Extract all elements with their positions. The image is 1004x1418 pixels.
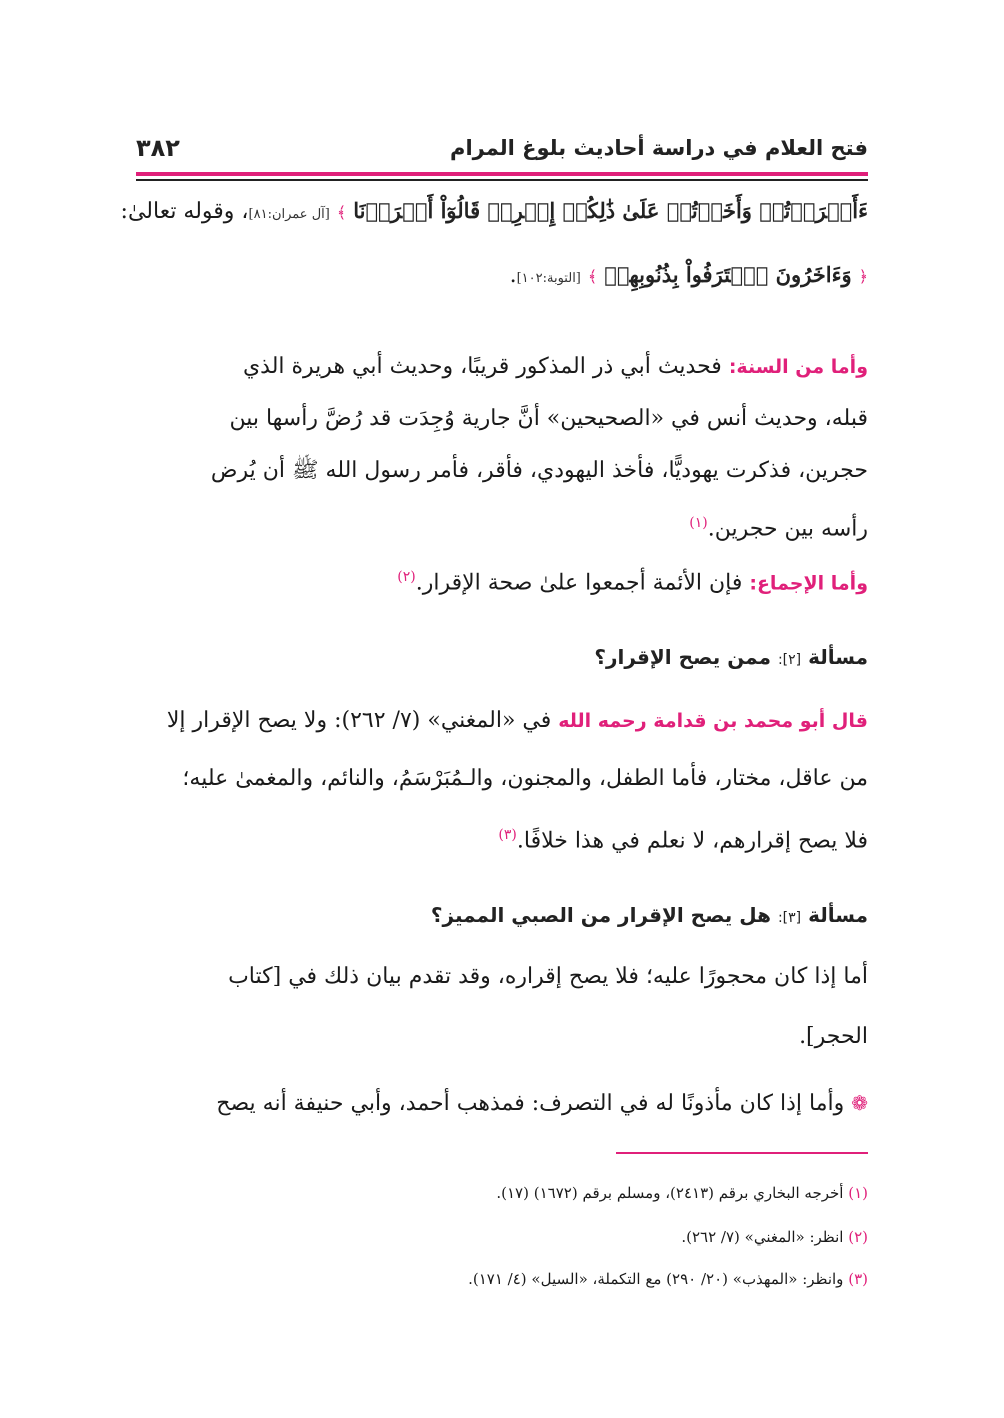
quran-reference-2: [التوبة:١٠٢]	[516, 271, 581, 286]
ibn-qudama-text-3: فلا يصح إقرارهم، لا نعلم في هذا خلافًا.	[516, 828, 868, 854]
header-rule-accent	[136, 172, 868, 176]
ornament-close-bracket: ﴾	[587, 267, 598, 286]
footnote-text: وانظر: «المهذب» (٢٠/ ٢٩٠) مع التكملة، «السيل» (٤/ ١٧١).	[468, 1270, 844, 1288]
sunnah-line-2: قبله، وحديث أنس في «الصحيحين» أنَّ جارية وُجِدَت قد رُضَّ رأسها بين	[229, 406, 868, 431]
mahjur-line-2: الحجر].	[799, 1024, 868, 1049]
ibn-qudama-text-1: في «المغني» (٧/ ٢٦٢): ولا يصح الإقرار إلا	[166, 708, 552, 733]
ijma-label: وأما الإجماع:	[749, 572, 868, 595]
masala-title: هل يصح الإقرار من الصبي المميز؟	[430, 903, 771, 927]
footnote-text: أخرجه البخاري برقم (٢٤١٣)، ومسلم برقم (١٦٧٢) (١٧).	[496, 1184, 844, 1202]
footnote-number: (٢)	[848, 1228, 868, 1246]
sunnah-line-4	[136, 508, 868, 544]
quran-verse-1: ءَأَقۡرَرۡتُمۡ وَأَخَذۡتُمۡ عَلَىٰ ذَٰلِكُمۡ إِصۡرِيۖ قَالُوٓاْ أَقۡرَرۡنَا	[353, 198, 868, 223]
quran-line-1-tail: ، وقوله تعالىٰ:	[120, 199, 249, 224]
masala-label: مسألة	[808, 903, 868, 927]
page-number: ٣٨٢	[136, 134, 180, 162]
footnote-marker: (٢)	[397, 569, 416, 585]
ibn-qudama-line-1	[168, 706, 868, 736]
footnote-1	[136, 1182, 868, 1204]
madhun-line-1	[168, 1088, 868, 1119]
ijma-text: فإن الأئمة أجمعوا علىٰ صحة الإقرار.	[415, 570, 743, 596]
masala-3-heading	[136, 900, 868, 933]
ibn-qudama-line-2: من عاقل، مختار، فأما الطفل، والمجنون، والـمُبَرْسَمُ، والنائم، والمغمىٰ عليه؛	[182, 766, 868, 791]
madhun-text-1: وأما إذا كان مأذونًا له في التصرف: فمذهب أحمد، وأبي حنيفة أنه يصح	[216, 1091, 845, 1116]
footnote-number: (١)	[848, 1184, 868, 1202]
mahjur-line-1: أما إذا كان محجورًا عليه؛ فلا يصح إقراره، وقد تقدم بيان ذلك في [كتاب	[228, 964, 868, 989]
flower-icon: ❁	[851, 1091, 868, 1115]
masala-number: [٣]:	[777, 910, 802, 926]
footnote-text: انظر: «المغني» (٧/ ٢٦٢).	[681, 1228, 844, 1246]
footnote-marker: (٣)	[498, 827, 517, 843]
sunnah-text-1: فحديث أبي ذر المذكور قريبًا، وحديث أبي هريرة الذي	[242, 354, 722, 379]
quran-line-2	[136, 260, 868, 294]
sunnah-label: وأما من السنة:	[728, 356, 868, 378]
ornament-close-bracket: ﴾	[336, 203, 347, 222]
masala-title: ممن يصح الإقرار؟	[594, 645, 771, 669]
masala-2-heading	[136, 642, 868, 675]
sunnah-line-3: حجرين، فذكرت يهوديًّا، فأخذ اليهودي، فأقر، فأمر رسول الله ﷺ أن يُرض	[210, 458, 868, 483]
footnote-number: (٣)	[848, 1270, 868, 1288]
ibn-qudama-label: قال أبو محمد بن قدامة رحمه الله	[558, 710, 868, 732]
masala-label: مسألة	[808, 645, 868, 669]
ibn-qudama-line-3	[136, 820, 868, 856]
page-header	[136, 128, 868, 168]
sunnah-line-1	[168, 352, 868, 382]
footnote-rule	[616, 1152, 868, 1154]
ornament-open-bracket: ﴿	[858, 267, 868, 286]
footnote-2	[136, 1226, 868, 1248]
footnote-3	[136, 1268, 868, 1290]
sunnah-text-4: رأسه بين حجرين.	[707, 516, 868, 542]
quran-line-2-tail: .	[509, 263, 517, 288]
footnote-marker: (١)	[689, 515, 708, 531]
quran-line-1	[120, 196, 868, 230]
quran-verse-2: وَءَاخَرُونَ ٱعۡتَرَفُواْ بِذُنُوبِهِمۡ	[604, 262, 852, 287]
masala-number: [٢]:	[777, 652, 802, 668]
book-title: فتح العلام في دراسة أحاديث بلوغ المرام	[450, 136, 868, 160]
header-rule	[136, 179, 868, 181]
ijma-line	[168, 562, 868, 598]
quran-reference-1: [آل عمران:٨١]	[248, 207, 330, 222]
